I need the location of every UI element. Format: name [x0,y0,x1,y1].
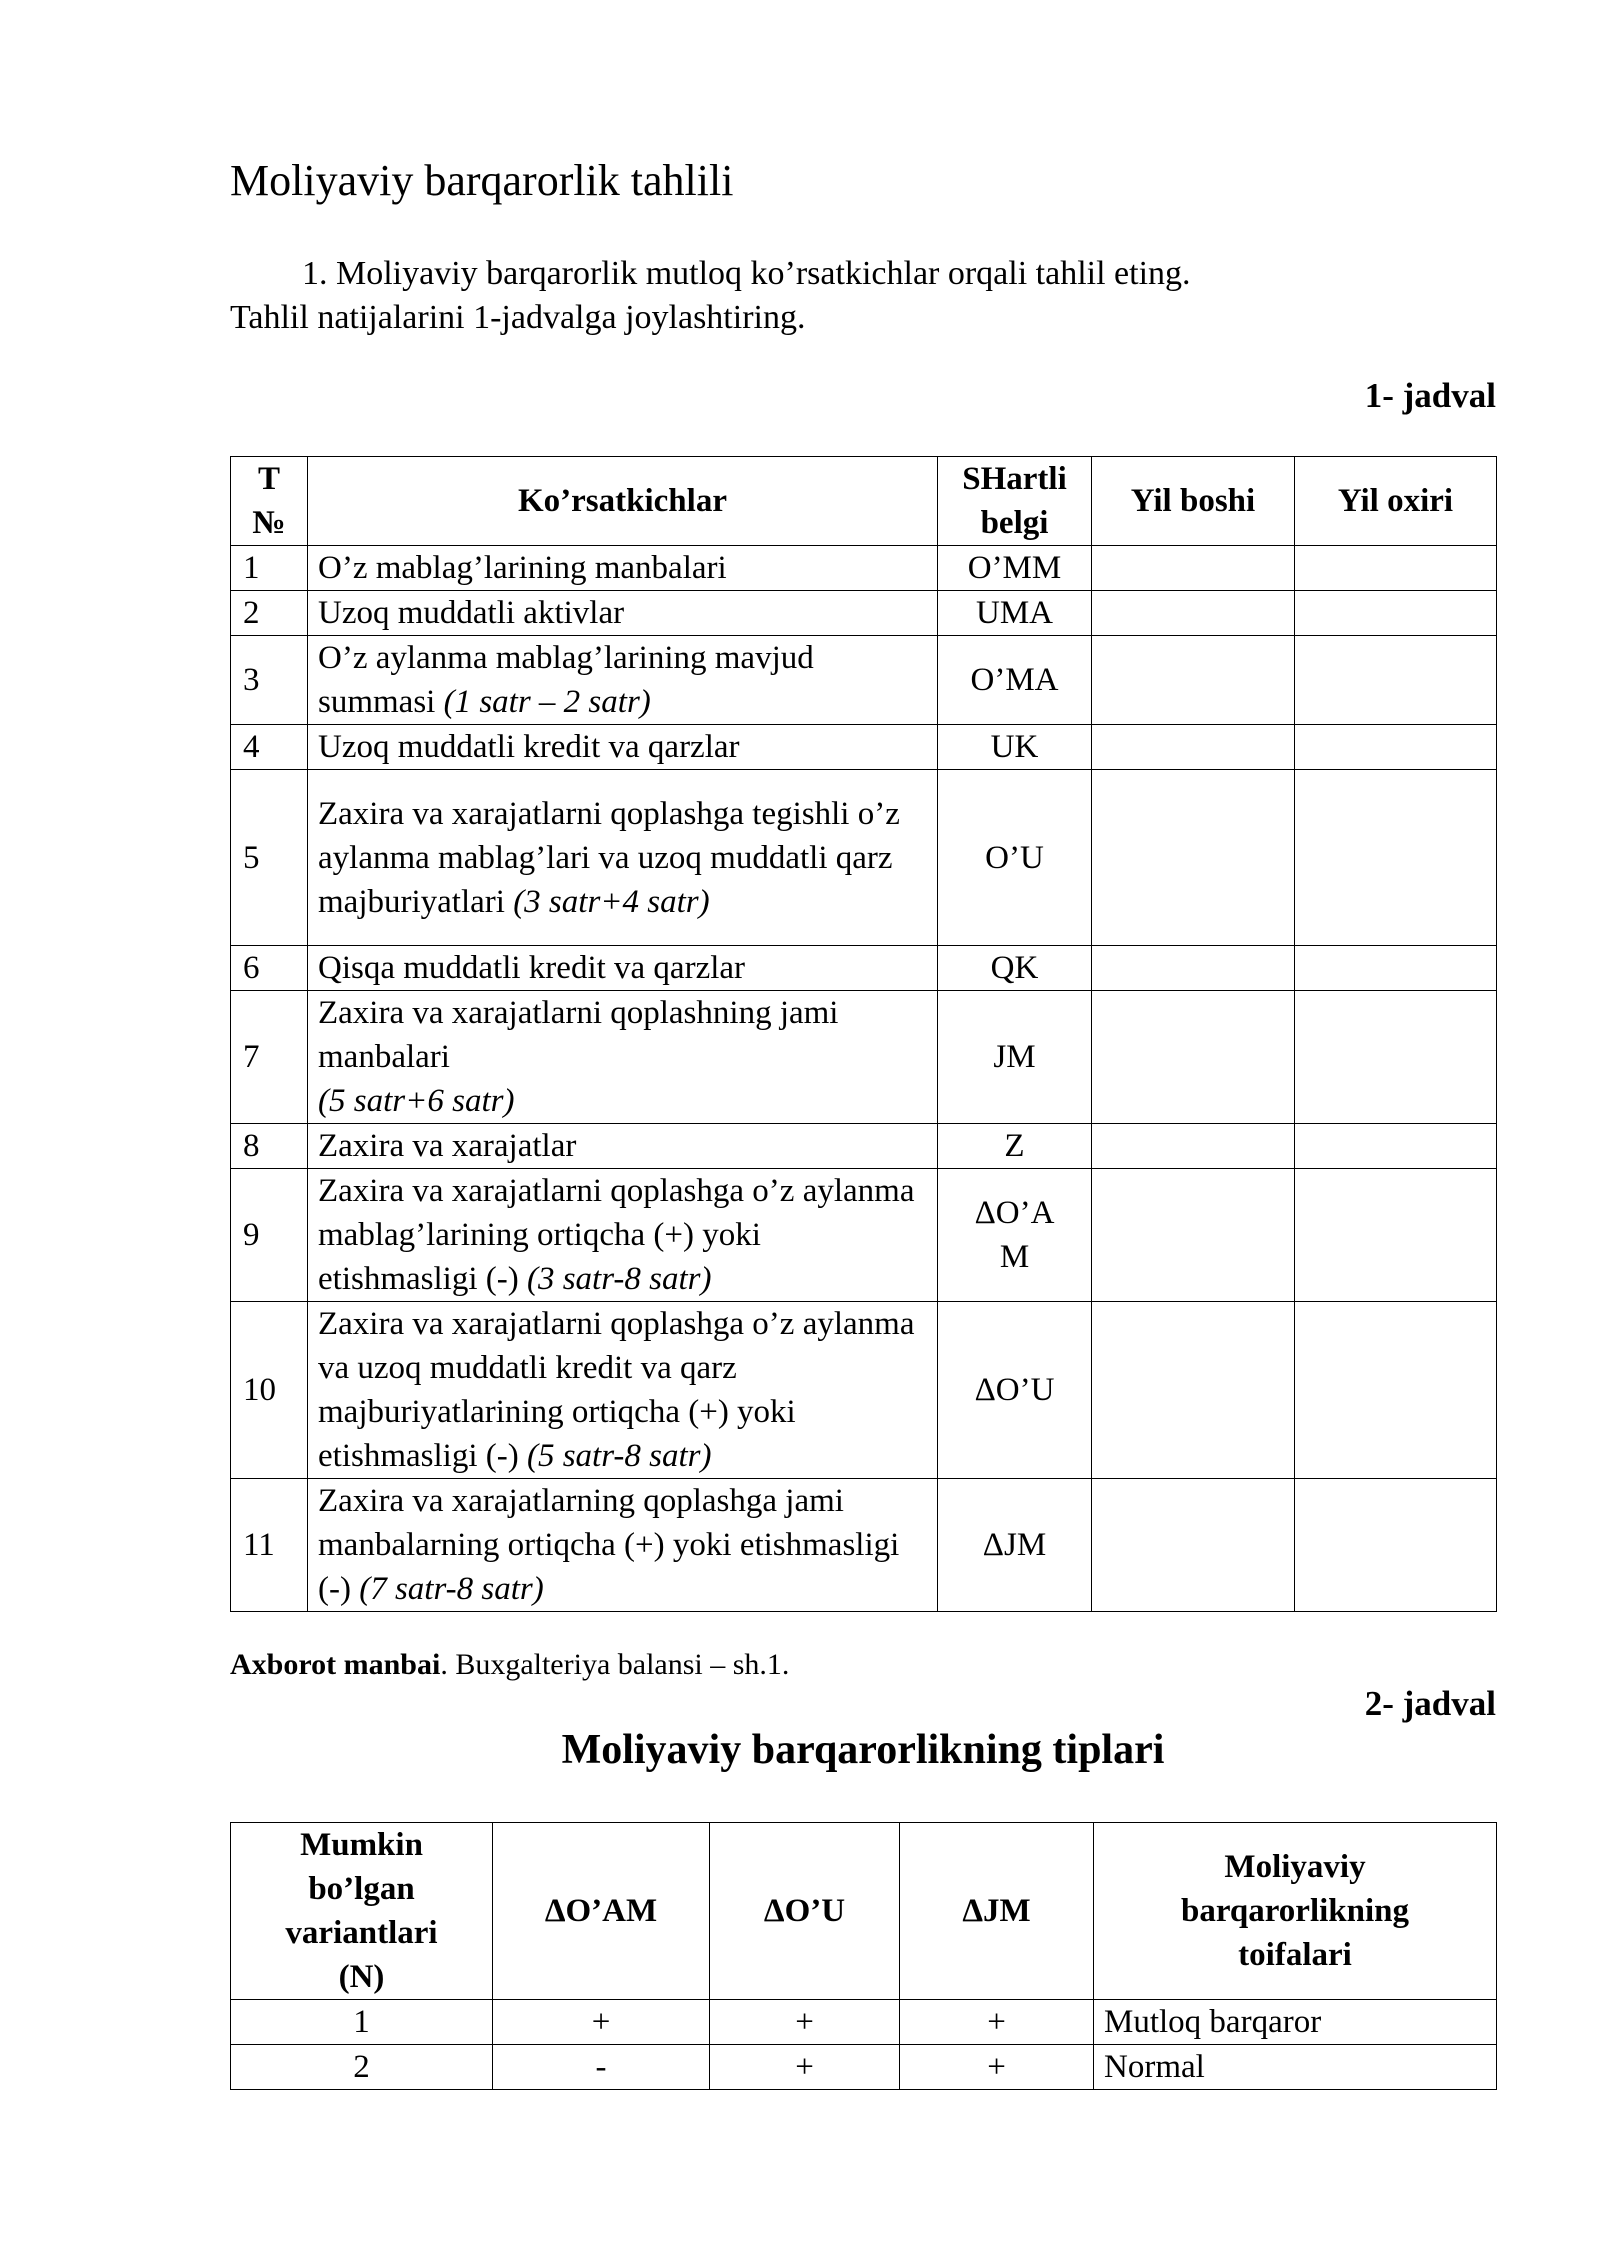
row-symbol: ΔJM [938,1479,1092,1612]
row-number: 3 [231,636,308,725]
row-year-end [1295,725,1497,770]
indicator-text: Zaxira va xarajatlarni qoplashga o’z aylanma mablag’larining ortiqcha (+) yoki etishmasligi (-) [318,1173,915,1297]
variant-number: 2 [231,2045,493,2090]
task-line-2: Tahlil natijalarini 1-jadvalga joylashtiring. [230,299,806,336]
row-symbol: O’MA [938,636,1092,725]
source-label: Axborot manbai [230,1648,441,1681]
row-number: 2 [231,591,308,636]
source-text: . Buxgalteriya balansi – sh.1. [440,1648,790,1681]
row-year-start [1092,1302,1295,1479]
row-year-start [1092,770,1295,946]
table2-header-row [231,1823,1497,2000]
category-value: Mutloq barqaror [1094,2000,1497,2045]
row-number: 11 [231,1479,308,1612]
row-symbol: ΔO’U [938,1302,1092,1479]
indicator-text: Zaxira va xarajatlarning qoplashga jami manbalarning ortiqcha (+) yoki etishmasligi (-) [318,1483,900,1607]
indicator-formula: (5 satr-8 satr) [526,1438,712,1474]
header-year-end: Yil oxiri [1295,457,1497,546]
indicator-text: Uzoq muddatli aktivlar [318,595,625,631]
row-symbol: JM [938,991,1092,1124]
delta-oam-value: - [493,2045,710,2090]
row-year-end [1295,1169,1497,1302]
row-number: 9 [231,1169,308,1302]
table1-row [231,991,1497,1124]
row-indicator [308,546,938,591]
row-year-start [1092,1124,1295,1169]
row-indicator [308,1124,938,1169]
row-year-end [1295,1124,1497,1169]
indicator-text: Zaxira va xarajatlarni qoplashning jami manbalari [318,995,839,1075]
header-indicators: Ko’rsatkichlar [308,457,938,546]
task-paragraph [230,252,1496,340]
row-year-end [1295,591,1497,636]
table1-row [231,636,1497,725]
header-num: T № [231,457,308,546]
row-symbol: O’U [938,770,1092,946]
table1-row [231,770,1497,946]
row-number: 1 [231,546,308,591]
row-year-start [1092,636,1295,725]
indicator-text: Zaxira va xarajatlar [318,1128,577,1164]
row-symbol: Z [938,1124,1092,1169]
row-indicator [308,725,938,770]
row-number: 5 [231,770,308,946]
header-delta-ou: ΔO’U [710,1823,900,2000]
table1-row [231,1479,1497,1612]
delta-jm-value: + [900,2000,1094,2045]
indicator-text: Qisqa muddatli kredit va qarzlar [318,950,746,986]
table1-row [231,1302,1497,1479]
table1-row [231,725,1497,770]
document-title: Moliyaviy barqarorlik tahlili [230,156,734,205]
table1-row [231,591,1497,636]
variant-number: 1 [231,2000,493,2045]
indicator-formula: (3 satr-8 satr) [526,1261,712,1297]
table2 [230,1822,1497,2090]
table2-row [231,2045,1497,2090]
row-number: 8 [231,1124,308,1169]
header-delta-jm: ΔJM [900,1823,1094,2000]
row-year-end [1295,770,1497,946]
delta-ou-value: + [710,2000,900,2045]
row-indicator [308,1479,938,1612]
row-number: 4 [231,725,308,770]
indicator-text: O’z mablag’larining manbalari [318,550,727,586]
row-indicator [308,946,938,991]
row-year-start [1092,591,1295,636]
row-year-end [1295,1302,1497,1479]
indicator-formula: (7 satr-8 satr) [359,1571,544,1607]
table1-row [231,1124,1497,1169]
row-year-start [1092,546,1295,591]
header-symbol: SHartli belgi [938,457,1092,546]
table2-caption: 2- jadval [1364,1684,1496,1723]
delta-jm-value: + [900,2045,1094,2090]
table1-header-row [231,457,1497,546]
indicator-text: Zaxira va xarajatlarni qoplashga o’z aylanma va uzoq muddatli kredit va qarz majburiyatlarining ortiqcha (+) yoki etishmasligi (-) [318,1306,915,1474]
row-indicator [308,770,938,946]
category-value: Normal [1094,2045,1497,2090]
indicator-text: O’z aylanma mablag’larining mavjud summasi [318,640,814,720]
table1-row [231,1169,1497,1302]
header-year-start: Yil boshi [1092,457,1295,546]
source-note [230,1648,789,1682]
row-year-start [1092,725,1295,770]
row-symbol: ΔO’AM [938,1169,1092,1302]
delta-ou-value: + [710,2045,900,2090]
table2-title: Moliyaviy barqarorlikning tiplari [561,1727,1165,1773]
indicator-text: Uzoq muddatli kredit va qarzlar [318,729,740,765]
indicator-formula: (3 satr+4 satr) [513,883,710,920]
row-symbol: UK [938,725,1092,770]
row-year-end [1295,546,1497,591]
table1-row [231,946,1497,991]
indicator-formula: (1 satr – 2 satr) [443,684,651,720]
indicator-text: Zaxira va xarajatlarni qoplashga tegishli o’z aylanma mablag’lari va uzoq muddatli qarz majburiyatlari [318,795,900,920]
row-year-start [1092,1479,1295,1612]
row-number: 10 [231,1302,308,1479]
header-category: Moliyaviy barqarorlikning toifalari [1094,1823,1497,2000]
row-indicator [308,636,938,725]
delta-oam-value: + [493,2000,710,2045]
table1 [230,456,1497,1612]
row-indicator [308,991,938,1124]
header-variants: Mumkin bo’lgan variantlari (N) [231,1823,493,2000]
row-number: 7 [231,991,308,1124]
row-year-start [1092,1169,1295,1302]
row-year-end [1295,991,1497,1124]
table1-row [231,546,1497,591]
row-indicator [308,1302,938,1479]
row-year-end [1295,946,1497,991]
table1-caption: 1- jadval [1364,376,1496,415]
indicator-formula: (5 satr+6 satr) [318,1083,515,1119]
row-symbol: QK [938,946,1092,991]
task-line-1: 1. Moliyaviy barqarorlik mutloq ko’rsatkichlar orqali tahlil eting. [302,255,1191,292]
row-indicator [308,591,938,636]
table2-row [231,2000,1497,2045]
row-year-end [1295,636,1497,725]
row-symbol: UMA [938,591,1092,636]
row-year-end [1295,1479,1497,1612]
row-year-start [1092,946,1295,991]
row-year-start [1092,991,1295,1124]
header-delta-oam: ΔO’AM [493,1823,710,2000]
row-indicator [308,1169,938,1302]
row-symbol: O’MM [938,546,1092,591]
row-number: 6 [231,946,308,991]
